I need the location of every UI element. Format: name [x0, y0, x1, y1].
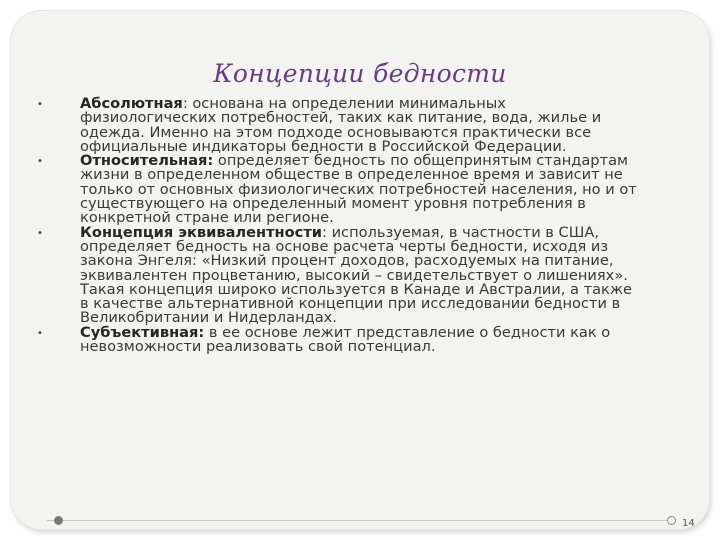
item-term: Концепция эквивалентности: [80, 223, 323, 241]
item-text: в ее основе лежит представление о бедности как о невозможности реализовать свой потенциал.: [80, 323, 611, 356]
page-number: 14: [682, 518, 695, 529]
item-term: Относительная:: [80, 152, 214, 170]
bullet-icon: •: [37, 156, 43, 168]
item-text: : основана на определении минимальных физиологических потребностей, таких как питание, вода, жилье и одежда. Именно на этом подходе основываются практически все официальные индикаторы бедности в Российской Федерации.: [80, 95, 602, 155]
item-term: Абсолютная: [80, 95, 183, 112]
bullet-icon: •: [37, 227, 43, 239]
footer-dot-icon: [54, 516, 63, 525]
slide-title: Концепции бедности: [213, 59, 507, 88]
bullet-icon: •: [37, 99, 43, 110]
item-term: Субъективная:: [80, 323, 205, 341]
list-item: [34, 97, 644, 154]
item-text: : используемая, в частности в США, определяет бедность на основе расчета черты бедности, исходя из закона Энгеля: «Низкий процент доходов, расходуемых на питание, эквивалентен процветанию, высокий – свидетельствует о лишениях». Такая концепция широко используется в Канаде и Австралии, а также в качестве альтернативной концепции при исследовании бедности в Великобритании и Нидерландах.: [80, 223, 632, 327]
slide: [11, 11, 709, 529]
list-item: [34, 223, 644, 327]
list-item: [34, 323, 644, 356]
item-text: определяет бедность по общепринятым стандартам жизни в определенном обществе в определенное время и зависит не только от основных физиологических потребностей населения, но и от существующего на определенный момент уровня потребления в конкретной стране или регионе.: [80, 152, 637, 227]
bullet-list: [34, 97, 644, 354]
footer-divider: [47, 520, 673, 521]
bullet-icon: •: [37, 327, 43, 339]
footer-ring-icon: [667, 516, 676, 525]
list-item: [34, 154, 644, 225]
